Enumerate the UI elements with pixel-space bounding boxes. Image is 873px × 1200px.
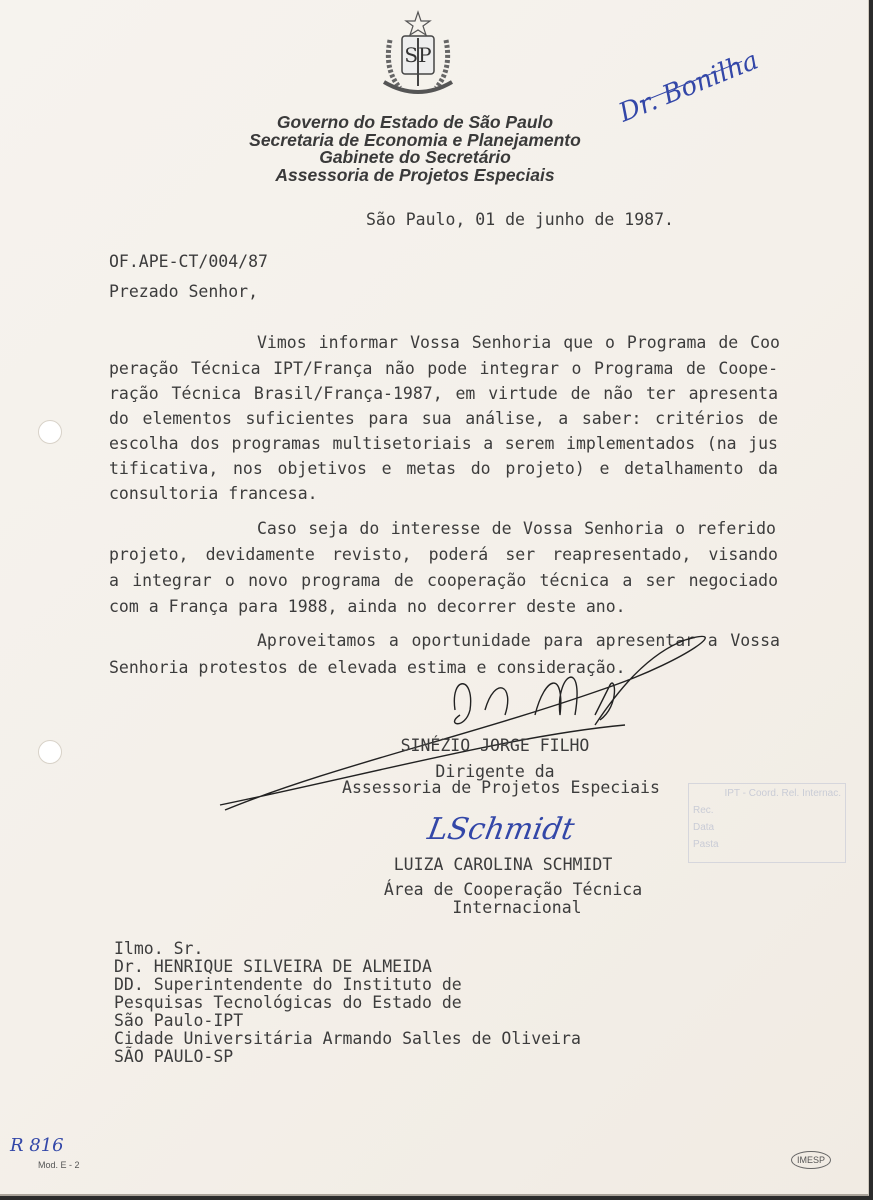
text-line: com a França para 1988, ainda no decorrer deste ano. [109,597,626,616]
printer-mark: IMESP [791,1151,831,1169]
text-line: Caso seja do interesse de Vossa Senhoria o referido [257,519,776,538]
punch-hole [38,420,62,444]
stamp-row: Rec. [693,805,714,816]
sao-paulo-coat-of-arms [380,10,456,98]
letterhead-line: Governo do Estado de São Paulo [276,112,554,132]
addressee-line: Pesquisas Tecnológicas do Estado de [114,993,462,1012]
letterhead-line: Secretaria de Economia e Planejamento [249,130,581,150]
addressee-line: Cidade Universitária Armando Salles de Oliveira [114,1029,581,1048]
text-line: do elementos suficientes para sua análise, a saber: critérios de [109,409,778,428]
text-line: tificativa, nos objetivos e metas do projeto) e detalhamento da [109,459,778,478]
date-line: São Paulo, 01 de junho de 1987. [366,210,674,229]
signature-schmidt: LSchmidt [424,812,577,847]
svg-text:SP: SP [404,43,432,67]
text-line: a integrar o novo programa de cooperação técnica a ser negociado [109,571,778,590]
text-line: peração Técnica IPT/França não pode integrar o Programa de Coope- [109,359,778,378]
addressee-line: SÃO PAULO-SP [114,1047,234,1066]
text-line: ração Técnica Brasil/França-1987, em virtude de não ter apresenta [109,384,778,403]
stamp-title: IPT - Coord. Rel. Internac. [724,788,841,799]
letterhead-line: Assessoria de Projetos Especiais [275,165,555,185]
text-line: consultoria francesa. [109,484,318,503]
addressee-line: DD. Superintendente do Instituto de [114,975,462,994]
signatory2-title: Área de Cooperação Técnica [383,880,643,899]
salutation: Prezado Senhor, [109,282,259,301]
text-line: projeto, devidamente revisto, poderá ser reapresentado, visando [109,545,778,564]
text-line: Vimos informar Vossa Senhoria que o Programa de Coo [257,333,780,352]
stamp-row: Pasta [693,839,719,850]
text-line: escolha dos programas multisetoriais a serem implementados (na jus [109,434,778,453]
stamp-row: Data [693,822,715,833]
signatory1-title: Assessoria de Projetos Especiais [342,778,660,797]
addressee-line: Ilmo. Sr. [114,939,204,958]
reference-number: OF.APE-CT/004/87 [109,252,268,271]
received-stamp [688,783,846,863]
punch-hole [38,740,62,764]
signatory1-name: SINÉZIO JORGE FILHO [400,736,590,755]
handwritten-reference: R 816 [10,1135,64,1156]
form-code: Mod. E - 2 [38,1160,80,1170]
signatory1-title: Dirigente da [435,762,555,781]
letterhead-line: Gabinete do Secretário [319,147,511,167]
signatory2-name: LUIZA CAROLINA SCHMIDT [393,855,613,874]
text-line: Senhoria protestos de elevada estima e consideração. [109,658,626,677]
addressee-line: São Paulo-IPT [114,1011,244,1030]
signatory2-title: Internacional [452,898,582,917]
text-line: Aproveitamos a oportunidade para apresentar a Vossa [257,631,780,650]
handwritten-note: Dr. Bonilha [614,45,763,129]
addressee-line: Dr. HENRIQUE SILVEIRA DE ALMEIDA [114,957,432,976]
